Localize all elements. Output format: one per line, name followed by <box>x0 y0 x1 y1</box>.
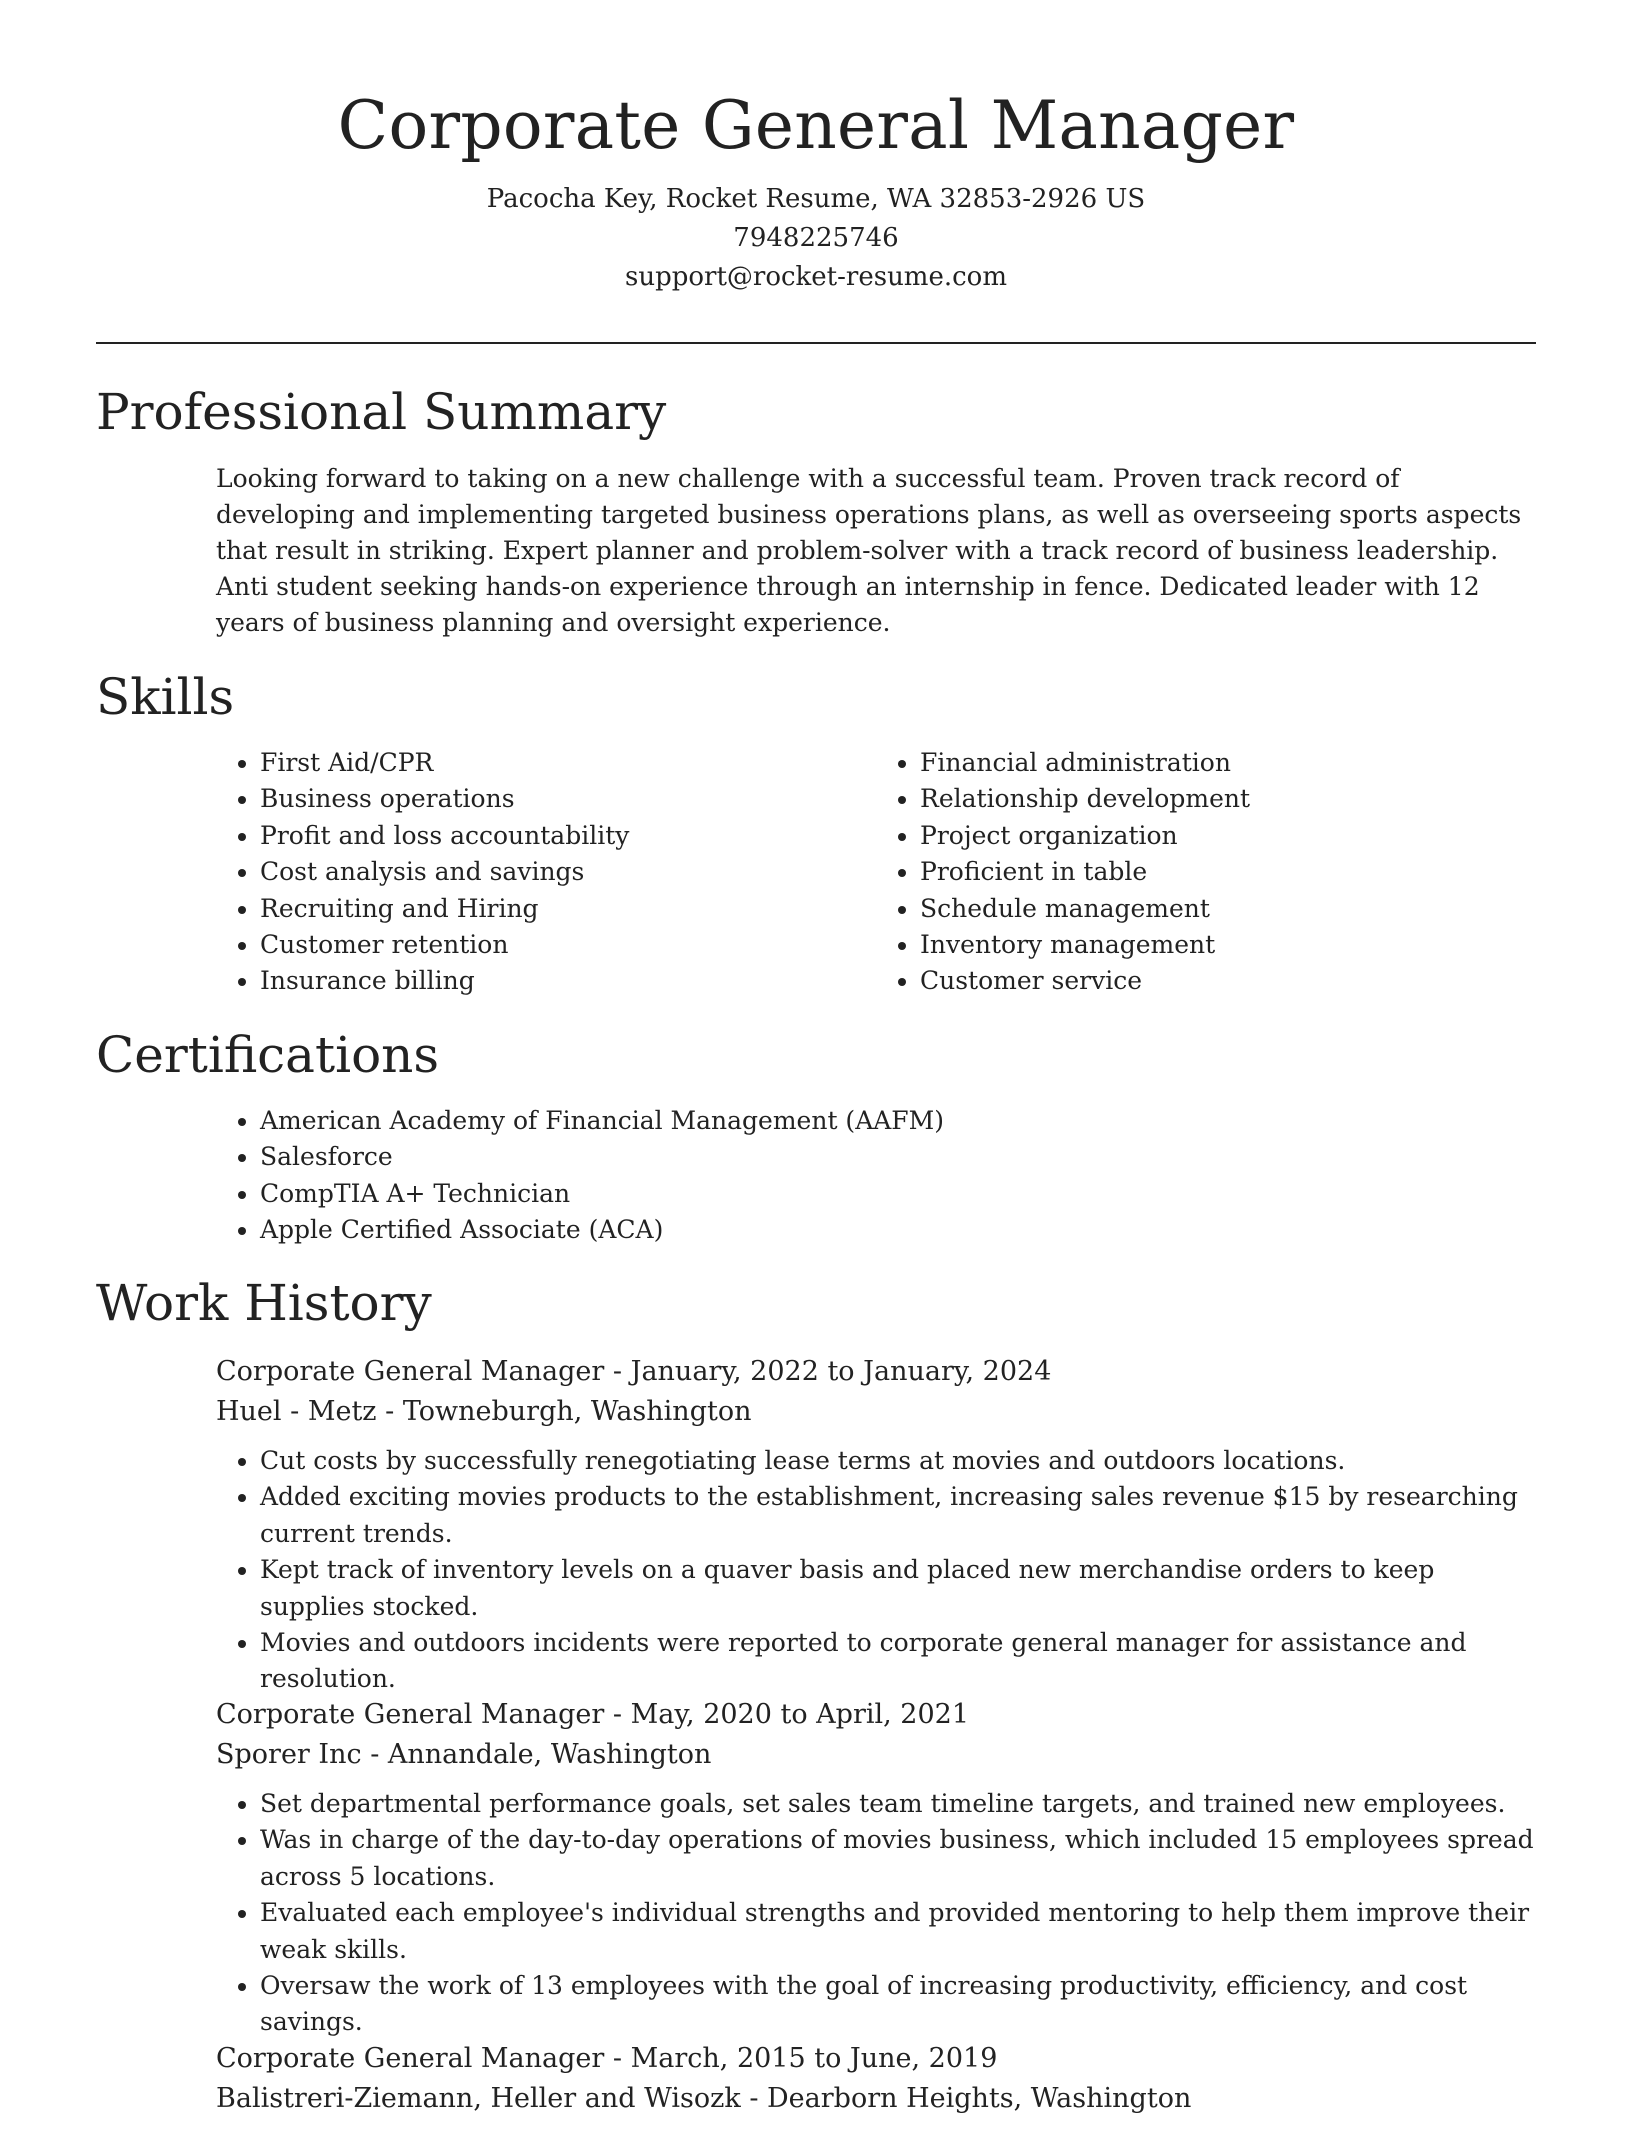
skills-heading: Skills <box>96 668 235 726</box>
job-company-line <box>216 1392 1536 1432</box>
job-company: Balistreri-Ziemann, Heller and Wisozk <box>216 2083 741 2114</box>
job-separator: - <box>612 2043 631 2074</box>
job-bullet: • Cut costs by successfully renegotiating lease terms at movies and outdoors locations. <box>260 1443 1536 1479</box>
skill-item: • Business operations <box>260 781 876 817</box>
job-company: Sporer Inc <box>216 1739 362 1770</box>
skills-list-right <box>876 745 1536 1000</box>
job-bullets <box>216 1443 1536 1698</box>
job-title: Corporate General Manager <box>216 1356 605 1387</box>
job-title: Corporate General Manager <box>216 1699 605 1730</box>
job-location: Annandale, Washington <box>387 1739 712 1770</box>
contact-block <box>0 180 1632 297</box>
skill-item: • Customer service <box>920 963 1536 999</box>
job-separator: - <box>385 1396 403 1427</box>
certification-item: • CompTIA A+ Technician <box>260 1176 1536 1212</box>
skill-item: • Relationship development <box>920 781 1536 817</box>
job-bullet: • Kept track of inventory levels on a quaver basis and placed new merchandise orders to keep supplies stocked. <box>260 1552 1536 1625</box>
header-divider <box>96 342 1536 344</box>
skill-item: • Schedule management <box>920 891 1536 927</box>
certification-item: • Apple Certified Associate (ACA) <box>260 1212 1536 1248</box>
job-company: Huel - Metz <box>216 1396 377 1427</box>
skill-item: • Proficient in table <box>920 854 1536 890</box>
job-location: Dearborn Heights, Washington <box>767 2083 1192 2114</box>
job-entry <box>216 1695 1536 2041</box>
job-company-line <box>216 1735 1536 1775</box>
skills-section <box>216 745 1536 1000</box>
candidate-name: Corporate General Manager <box>337 87 1295 164</box>
job-dates: March, 2015 to June, 2019 <box>630 2043 998 2074</box>
job-separator: - <box>612 1356 631 1387</box>
skill-item: • Profit and loss accountability <box>260 818 876 854</box>
job-title-line <box>216 1695 1536 1735</box>
summary-text: Looking forward to taking on a new challenge with a successful team. Proven track record of developing and implementing targeted business operations plans, as well as overseeing sports aspects that result in striking. Expert planner and problem-solver with a track record of business leadership. Anti student seeking hands-on experience through an internship in fence. Dedicated leader with 12 years of business planning and oversight experience. <box>216 464 1522 637</box>
certifications-heading: Certifications <box>96 1026 440 1084</box>
skills-list-left <box>216 745 876 1000</box>
skill-item: • Customer retention <box>260 927 876 963</box>
job-bullet: • Oversaw the work of 13 employees with the goal of increasing productivity, efficiency, and cost savings. <box>260 1968 1536 2041</box>
job-entry <box>216 2039 1536 2130</box>
certifications-list <box>216 1103 1536 1249</box>
job-bullet: • Was in charge of the day-to-day operations of movies business, which included 15 employees spread across 5 locations. <box>260 1822 1536 1895</box>
certification-item: • American Academy of Financial Management (AAFM) <box>260 1103 1536 1139</box>
job-dates: May, 2020 to April, 2021 <box>630 1699 970 1730</box>
job-bullet: • Added exciting movies products to the establishment, increasing sales revenue $15 by researching current trends. <box>260 1479 1536 1552</box>
job-bullets <box>216 1786 1536 2041</box>
job-separator: - <box>749 2083 768 2114</box>
contact-phone: 7948225746 <box>733 223 899 253</box>
skill-item: • Cost analysis and savings <box>260 854 876 890</box>
skill-item: • Insurance billing <box>260 963 876 999</box>
contact-address: Pacocha Key, Rocket Resume, WA 32853-2926 US <box>486 184 1146 214</box>
certifications-section <box>216 1103 1536 1249</box>
job-title: Corporate General Manager <box>216 2043 605 2074</box>
skill-item: • Financial administration <box>920 745 1536 781</box>
certification-item: • Salesforce <box>260 1139 1536 1175</box>
skill-item: • Project organization <box>920 818 1536 854</box>
contact-email: support@rocket-resume.com <box>624 262 1007 292</box>
job-title-line <box>216 2039 1536 2079</box>
job-title-line <box>216 1352 1536 1392</box>
job-bullet: • Set departmental performance goals, set sales team timeline targets, and trained new employees. <box>260 1786 1536 1822</box>
summary-heading: Professional Summary <box>96 383 667 441</box>
work-history-heading: Work History <box>96 1274 432 1332</box>
job-location: Towneburgh, Washington <box>402 1396 752 1427</box>
skill-item: • Inventory management <box>920 927 1536 963</box>
job-entry <box>216 1352 1536 1698</box>
job-bullet: • Movies and outdoors incidents were reported to corporate general manager for assistance and resolution. <box>260 1625 1536 1698</box>
job-bullet: • Evaluated each employee's individual strengths and provided mentoring to help them improve their weak skills. <box>260 1895 1536 1968</box>
resume-header <box>0 0 1632 297</box>
job-separator: - <box>370 1739 388 1770</box>
job-separator: - <box>612 1699 631 1730</box>
job-dates: January, 2022 to January, 2024 <box>630 1356 1052 1387</box>
skill-item: • First Aid/CPR <box>260 745 876 781</box>
skill-item: • Recruiting and Hiring <box>260 891 876 927</box>
job-company-line <box>216 2079 1536 2119</box>
